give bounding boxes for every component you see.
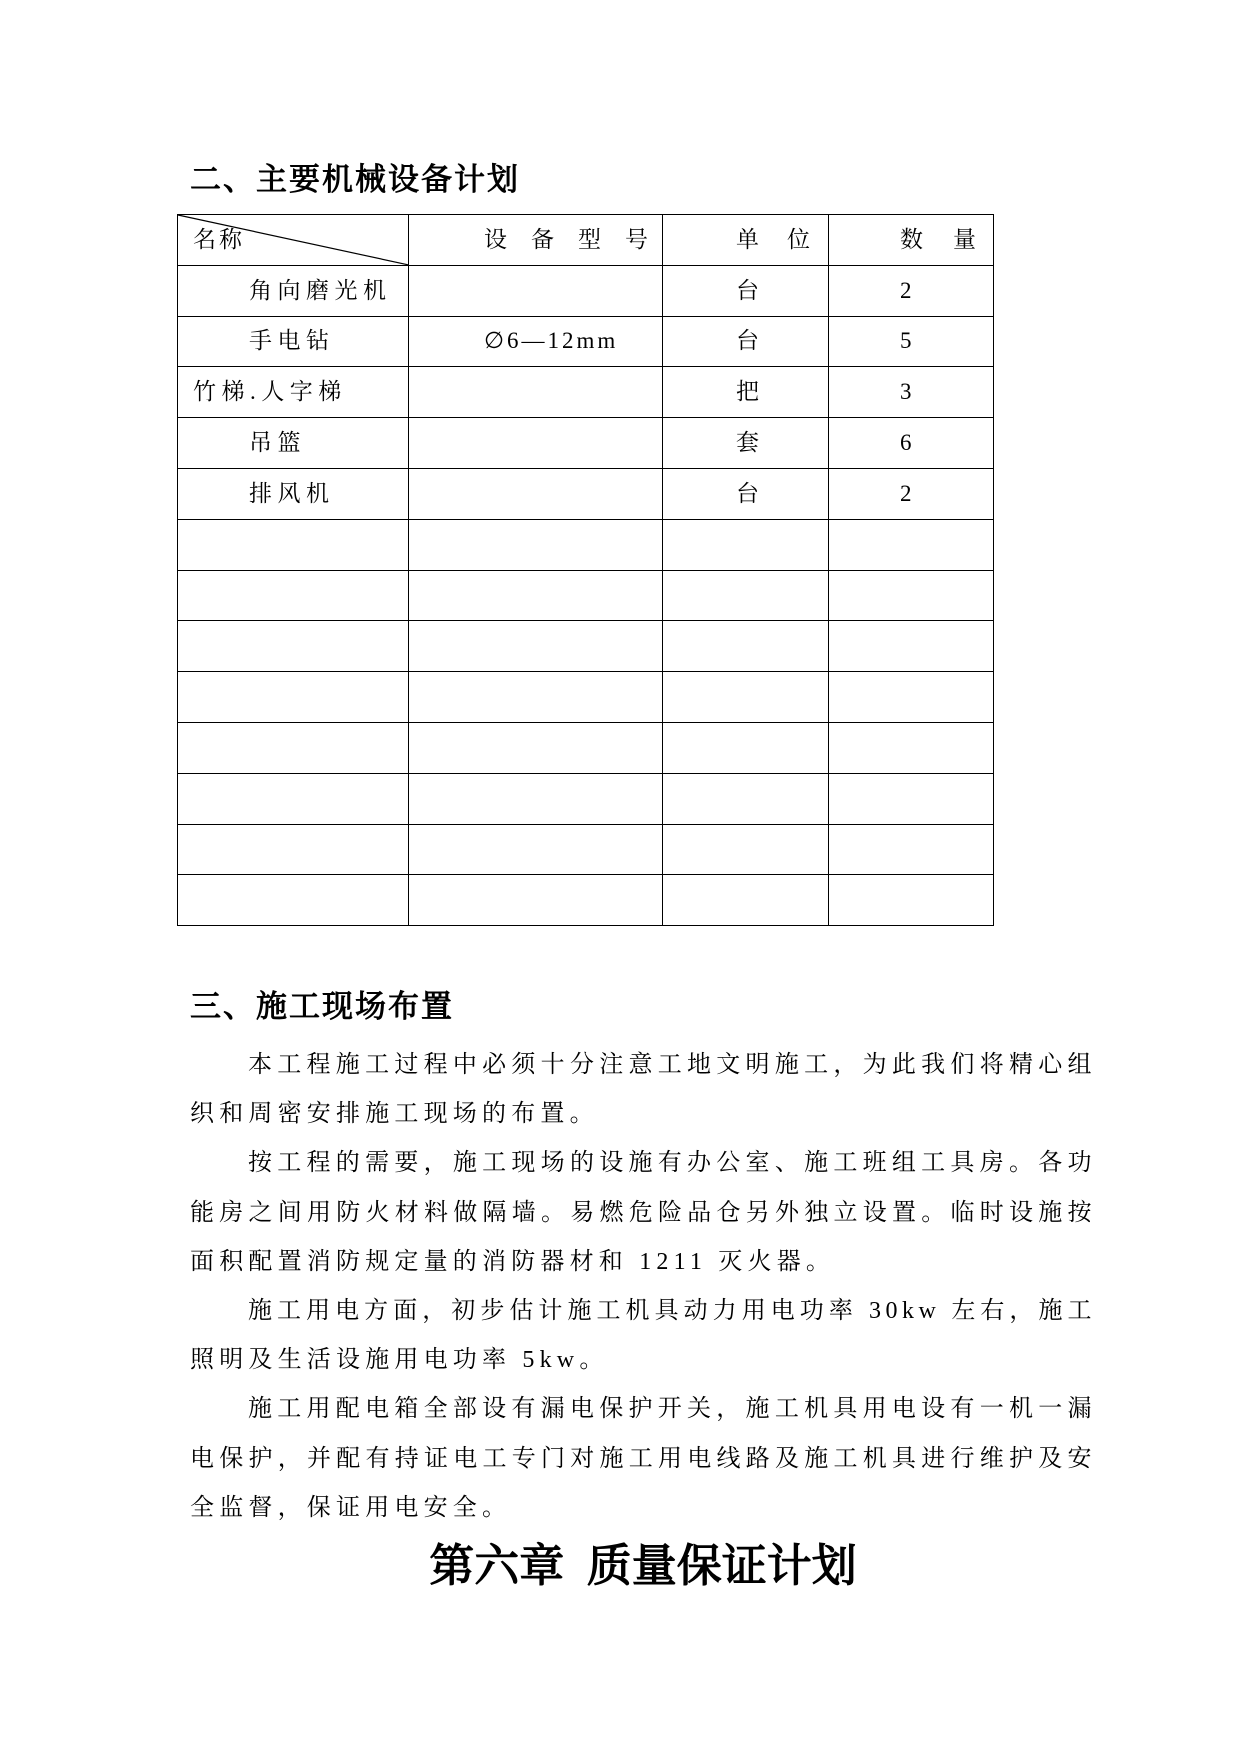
cell-model <box>409 468 663 519</box>
table-body <box>178 265 994 925</box>
cell-quantity <box>829 824 994 875</box>
cell-quantity <box>829 672 994 723</box>
cell-name: 竹梯.人字梯 <box>178 367 409 418</box>
table-row <box>178 316 994 367</box>
paragraph <box>190 1139 1096 1287</box>
paragraph-line: 施工用电方面，初步估计施工机具动力用电功率 30kw 左右，施工 <box>248 1297 1096 1324</box>
header-label-name: 名称 <box>193 226 245 252</box>
paragraph-line: 施工用配电箱全部设有漏电保护开关，施工机具用电设有一机一漏 <box>248 1396 1096 1423</box>
section-heading-site-layout: 三、施工现场布置 <box>190 989 454 1024</box>
cell-unit: 台 <box>663 316 829 367</box>
site-layout-body <box>190 1041 1096 1533</box>
cell-quantity <box>829 519 994 570</box>
cell-quantity: 3 <box>829 367 994 418</box>
paragraph <box>190 1385 1096 1533</box>
cell-unit: 套 <box>663 418 829 469</box>
paragraph-line: 面积配置消防规定量的消防器材和 1211 灭火器。 <box>190 1248 836 1275</box>
table-row <box>178 875 994 926</box>
table-row <box>178 418 994 469</box>
cell-unit <box>663 875 829 926</box>
cell-name: 角向磨光机 <box>178 265 409 316</box>
table-header-row <box>178 215 994 266</box>
cell-model <box>409 672 663 723</box>
paragraph <box>190 1041 1096 1139</box>
cell-unit: 台 <box>663 468 829 519</box>
cell-model <box>409 367 663 418</box>
table-row <box>178 722 994 773</box>
cell-name <box>178 570 409 621</box>
cell-model <box>409 265 663 316</box>
table-row <box>178 265 994 316</box>
cell-model <box>409 418 663 469</box>
cell-name <box>178 824 409 875</box>
paragraph-line: 电保护，并配有持证电工专门对施工用电线路及施工机具进行维护及安 <box>190 1445 1096 1472</box>
cell-unit <box>663 621 829 672</box>
cell-quantity <box>829 570 994 621</box>
cell-quantity <box>829 875 994 926</box>
cell-name <box>178 519 409 570</box>
cell-name <box>178 773 409 824</box>
cell-unit <box>663 773 829 824</box>
cell-name <box>178 672 409 723</box>
table-row <box>178 570 994 621</box>
paragraph-line: 全监督，保证用电安全。 <box>190 1494 512 1521</box>
paragraph-line: 织和周密安排施工现场的布置。 <box>190 1101 599 1128</box>
paragraph-line: 能房之间用防火材料做隔墙。易燃危险品仓另外独立设置。临时设施按 <box>190 1199 1096 1226</box>
cell-unit <box>663 672 829 723</box>
cell-model: ∅6—12mm <box>409 316 663 367</box>
paragraph-line: 按工程的需要，施工现场的设施有办公室、施工班组工具房。各功 <box>248 1150 1096 1177</box>
cell-name: 排风机 <box>178 468 409 519</box>
paragraph <box>190 1287 1096 1385</box>
cell-unit <box>663 722 829 773</box>
chapter-title: 第六章 质量保证计划 <box>429 1541 857 1591</box>
cell-model <box>409 621 663 672</box>
cell-quantity <box>829 621 994 672</box>
cell-model <box>409 570 663 621</box>
cell-name <box>178 722 409 773</box>
cell-model <box>409 875 663 926</box>
cell-model <box>409 824 663 875</box>
paragraph-line: 照明及生活设施用电功率 5kw。 <box>190 1347 609 1374</box>
cell-name: 手电钻 <box>178 316 409 367</box>
header-cell-unit: 单位 <box>663 215 829 266</box>
table-row <box>178 773 994 824</box>
table-row <box>178 367 994 418</box>
cell-quantity <box>829 722 994 773</box>
cell-unit <box>663 519 829 570</box>
equipment-table <box>177 214 1006 926</box>
header-cell-quantity: 数量 <box>829 215 994 266</box>
table-row <box>178 621 994 672</box>
cell-quantity: 2 <box>829 468 994 519</box>
cell-quantity: 5 <box>829 316 994 367</box>
cell-quantity <box>829 773 994 824</box>
cell-name: 吊篮 <box>178 418 409 469</box>
cell-quantity: 6 <box>829 418 994 469</box>
cell-unit <box>663 824 829 875</box>
cell-unit: 台 <box>663 265 829 316</box>
cell-model <box>409 519 663 570</box>
cell-unit <box>663 570 829 621</box>
table-row <box>178 468 994 519</box>
table-row <box>178 519 994 570</box>
cell-unit: 把 <box>663 367 829 418</box>
table-header <box>178 215 1006 266</box>
cell-model <box>409 773 663 824</box>
table-row <box>178 672 994 723</box>
header-cell-name <box>178 215 409 266</box>
cell-name <box>178 621 409 672</box>
table-row <box>178 824 994 875</box>
cell-name <box>178 875 409 926</box>
cell-model <box>409 722 663 773</box>
header-cell-model: 设备型号 <box>409 215 663 266</box>
paragraph-line: 本工程施工过程中必须十分注意工地文明施工，为此我们将精心组 <box>248 1052 1096 1078</box>
section-heading-equipment-plan: 二、主要机械设备计划 <box>190 162 520 197</box>
cell-quantity: 2 <box>829 265 994 316</box>
